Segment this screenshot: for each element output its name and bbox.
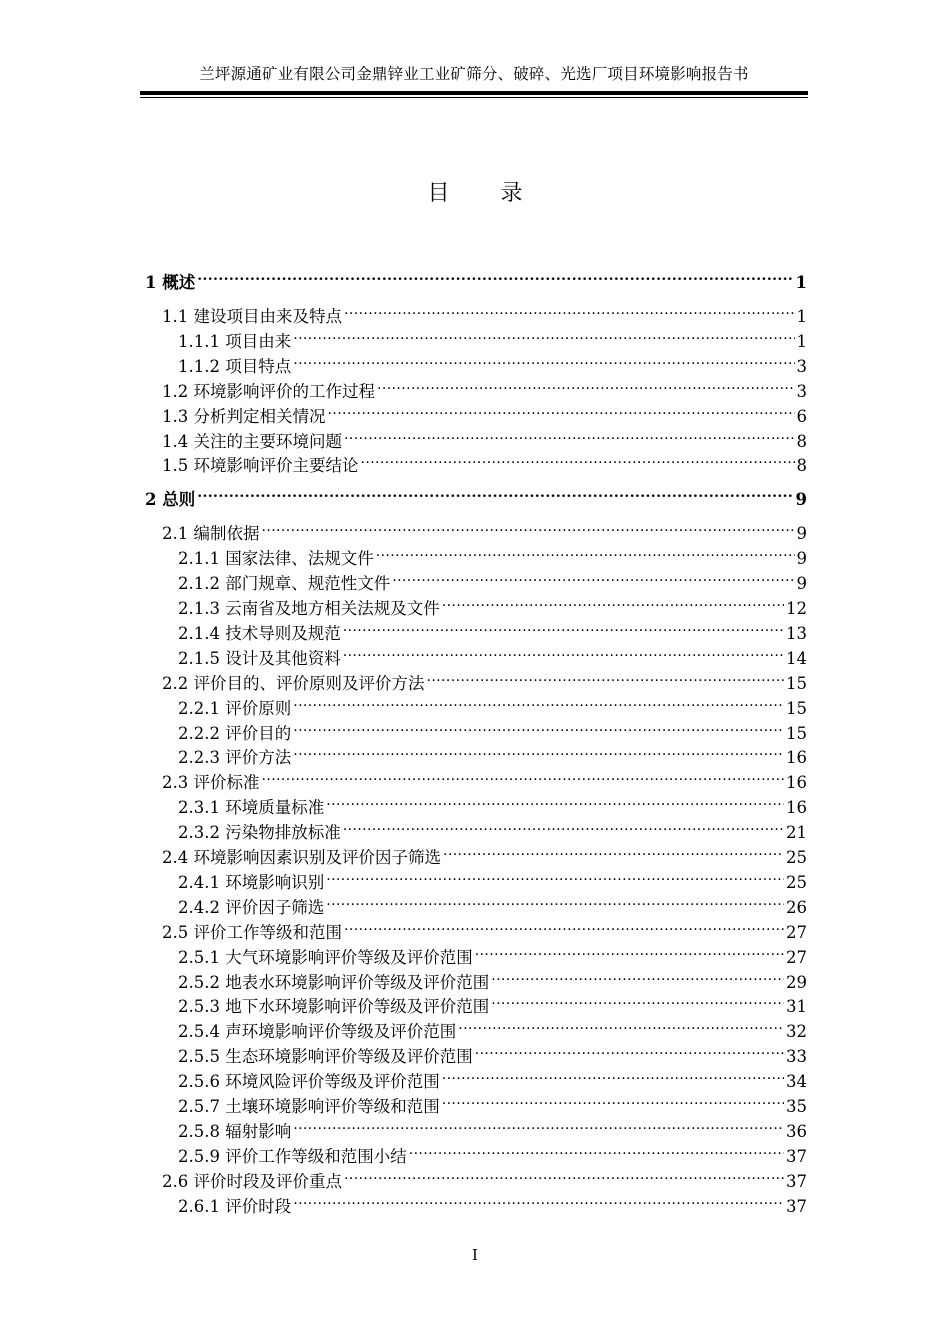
toc-dot-leader (328, 398, 795, 422)
toc-entry[interactable] (178, 323, 807, 351)
toc-entry-page: 27 (786, 922, 807, 942)
toc-entry-page: 16 (786, 798, 807, 818)
toc-entry-page: 32 (786, 1022, 807, 1042)
toc-entry-label: 2.6.1 评价时段 (178, 1196, 292, 1216)
toc-entry-page: 27 (786, 947, 807, 967)
toc-entry-label: 1.2 环境影响评价的工作过程 (162, 381, 375, 401)
toc-entry-page: 1 (796, 331, 807, 351)
toc-entry-page: 1 (796, 307, 807, 326)
toc-entry-page: 15 (786, 723, 807, 743)
toc-entry-page: 21 (786, 823, 807, 843)
toc-entry[interactable] (178, 988, 807, 1017)
toc-dot-leader (343, 640, 784, 664)
toc-entry-page: 8 (796, 456, 807, 476)
toc-entry-label: 2.2 评价目的、评价原则及评价方法 (162, 673, 425, 693)
toc-entry-label: 2.5.1 大气环境影响评价等级及评价范围 (178, 947, 473, 967)
toc-entry-label: 2.3.1 环境质量标准 (178, 798, 325, 818)
toc-dot-leader (293, 690, 784, 714)
toc-entry-label: 2.1.2 部门规章、规范性文件 (178, 574, 391, 594)
toc-entry-label: 2.4.1 环境影响识别 (178, 872, 325, 892)
toc-entry[interactable] (178, 715, 807, 743)
toc-entry-label: 2.5.7 土壤环境影响评价等级和范围 (178, 1097, 440, 1116)
toc-entry[interactable] (178, 1038, 807, 1067)
toc-entry[interactable] (178, 540, 807, 569)
toc-entry-label: 2.5.6 环境风险评价等级及评价范围 (178, 1072, 440, 1092)
toc-dot-leader (293, 323, 794, 347)
toc-entry[interactable] (178, 739, 807, 768)
toc-entry[interactable] (178, 889, 807, 917)
toc-entry-page: 36 (786, 1121, 807, 1141)
toc-entry-page: 1 (795, 273, 807, 292)
toc-entry-page: 9 (795, 490, 807, 510)
toc-entry[interactable] (178, 1013, 807, 1042)
toc-dot-leader (392, 565, 794, 589)
toc-entry[interactable] (178, 348, 807, 376)
toc-entry-label: 2.1 编制依据 (162, 524, 260, 544)
toc-entry-label: 2.4 环境影响因素识别及评价因子筛选 (162, 848, 441, 867)
toc-entry-label: 2.5.5 生态环境影响评价等级及评价范围 (178, 1047, 473, 1067)
toc-entry-label: 2.5.8 辐射影响 (178, 1121, 292, 1141)
toc-dot-leader (427, 665, 785, 689)
toc-dot-leader (442, 590, 784, 614)
toc-dot-leader (442, 1063, 784, 1087)
toc-entry[interactable] (178, 1113, 807, 1141)
toc-entry-page: 12 (786, 599, 807, 618)
toc-entry-page: 31 (786, 997, 807, 1017)
toc-entry-label: 2.2.2 评价目的 (178, 723, 292, 743)
toc-entry-page: 29 (786, 972, 807, 992)
toc-entry-page: 33 (786, 1047, 807, 1067)
toc-entry[interactable] (145, 264, 807, 292)
toc-entry-label: 2.1.4 技术导则及规范 (178, 623, 341, 643)
toc-dot-leader (262, 515, 795, 539)
toc-dot-leader (475, 939, 784, 963)
header-rule-thin (140, 97, 808, 98)
toc-dot-leader (344, 914, 784, 938)
toc-entry[interactable] (178, 964, 807, 992)
toc-entry-page: 6 (796, 406, 807, 426)
toc-entry[interactable] (145, 481, 807, 510)
toc-entry-label: 2.3.2 污染物排放标准 (178, 823, 341, 843)
toc-entry-label: 2 总则 (145, 490, 196, 510)
toc-entry[interactable] (162, 447, 807, 476)
toc-dot-leader (491, 964, 784, 988)
toc-entry[interactable] (178, 864, 807, 892)
toc-entry-label: 1.1.1 项目由来 (178, 331, 292, 351)
toc-dot-leader (491, 988, 784, 1012)
toc-entry-page: 16 (786, 748, 807, 768)
toc-dot-leader (344, 298, 795, 322)
toc-entry-label: 2.1.5 设计及其他资料 (178, 648, 341, 668)
toc-entry-page: 3 (796, 356, 807, 376)
toc-entry-page: 15 (786, 698, 807, 718)
toc-entry-page: 26 (786, 897, 807, 917)
toc-entry-page: 25 (786, 848, 807, 867)
toc-entry-page: 37 (786, 1146, 807, 1166)
toc-dot-leader (458, 1013, 784, 1037)
toc-entry-page: 8 (796, 431, 807, 451)
toc-entry[interactable] (178, 789, 807, 818)
toc-entry-label: 2.6 评价时段及评价重点 (162, 1171, 342, 1191)
toc-entry-label: 1.1 建设项目由来及特点 (162, 307, 342, 326)
toc-dot-leader (475, 1038, 784, 1062)
toc-dot-leader (293, 1188, 784, 1212)
page-number: I (472, 1246, 478, 1264)
toc-entry-label: 2.1.3 云南省及地方相关法规及文件 (178, 599, 440, 618)
toc-entry[interactable] (162, 373, 807, 401)
toc-entry-page: 14 (786, 648, 807, 668)
toc-title: 目 录 (427, 181, 545, 206)
toc-entry-page: 9 (796, 574, 807, 594)
toc-dot-leader (293, 1113, 784, 1137)
toc-entry[interactable] (162, 764, 807, 793)
toc-entry-label: 2.5.3 地下水环境影响评价等级及评价范围 (178, 997, 490, 1017)
toc-entry-page: 25 (786, 872, 807, 892)
toc-entry[interactable] (178, 590, 807, 618)
toc-entry[interactable] (178, 690, 807, 718)
toc-entry[interactable] (178, 1063, 807, 1092)
toc-entry[interactable] (162, 1163, 807, 1191)
toc-entry-page: 3 (796, 381, 807, 401)
toc-dot-leader (293, 348, 794, 372)
toc-dot-leader (293, 739, 784, 763)
toc-entry-label: 1.1.2 项目特点 (178, 356, 292, 376)
toc-entry-page: 15 (786, 673, 807, 693)
toc-entry[interactable] (178, 640, 807, 668)
toc-dot-leader (343, 814, 784, 838)
toc-dot-leader (409, 1138, 784, 1162)
toc-dot-leader (344, 1163, 784, 1187)
toc-entry[interactable] (162, 423, 807, 451)
toc-entry[interactable] (178, 1138, 807, 1166)
toc-dot-leader (326, 864, 784, 888)
toc-entry-page: 34 (786, 1072, 807, 1092)
toc-entry-page: 13 (786, 623, 807, 643)
toc-entry-page: 9 (796, 524, 807, 544)
toc-dot-leader (343, 615, 784, 639)
toc-entry[interactable] (162, 398, 807, 426)
toc-entry-label: 1 概述 (145, 273, 196, 292)
toc-entry-page: 37 (786, 1196, 807, 1216)
toc-entry-label: 2.2.3 评价方法 (178, 748, 292, 768)
toc-entry[interactable] (178, 1088, 807, 1116)
toc-dot-leader (197, 264, 793, 288)
toc-entry-label: 2.5.2 地表水环境影响评价等级及评价范围 (178, 972, 490, 992)
toc-entry[interactable] (178, 1188, 807, 1216)
toc-entry-label: 2.2.1 评价原则 (178, 698, 292, 718)
toc-entry-label: 1.4 关注的主要环境问题 (162, 431, 342, 451)
toc-entry-label: 2.4.2 评价因子筛选 (178, 897, 325, 917)
page-header: 兰坪源通矿业有限公司金鼎锌业工业矿筛分、破碎、光选厂项目环境影响报告书 (199, 65, 749, 83)
toc-entry[interactable] (178, 615, 807, 643)
toc-dot-leader (442, 1088, 784, 1112)
toc-entry-page: 37 (786, 1171, 807, 1191)
toc-entry-page: 16 (786, 773, 807, 793)
header-rule-thick (140, 91, 808, 95)
toc-dot-leader (344, 423, 795, 447)
toc-entry-label: 2.1.1 国家法律、法规文件 (178, 549, 374, 569)
toc-entry-label: 2.5 评价工作等级和范围 (162, 922, 342, 942)
toc-entry[interactable] (162, 515, 807, 544)
toc-entry[interactable] (178, 939, 807, 967)
toc-entry-label: 2.5.9 评价工作等级和范围小结 (178, 1146, 407, 1166)
toc-entry[interactable] (162, 839, 807, 867)
toc-entry-page: 9 (796, 549, 807, 569)
toc-entry[interactable] (178, 814, 807, 843)
toc-entry-label: 1.3 分析判定相关情况 (162, 406, 326, 426)
toc-entry-label: 2.5.4 声环境影响评价等级及评价范围 (178, 1022, 457, 1042)
toc-entry[interactable] (162, 298, 807, 326)
toc-dot-leader (443, 839, 784, 863)
toc-dot-leader (197, 481, 793, 505)
toc-entry-label: 2.3 评价标准 (162, 773, 260, 793)
toc-dot-leader (377, 373, 795, 397)
toc-entry-page: 35 (786, 1097, 807, 1116)
toc-entry[interactable] (178, 565, 807, 594)
toc-dot-leader (262, 764, 785, 788)
toc-dot-leader (376, 540, 795, 564)
toc-dot-leader (361, 447, 795, 471)
toc-dot-leader (293, 715, 784, 739)
toc-dot-leader (326, 789, 784, 813)
toc-entry[interactable] (162, 665, 807, 693)
toc-entry[interactable] (162, 914, 807, 942)
toc-entry-label: 1.5 环境影响评价主要结论 (162, 456, 359, 476)
toc-dot-leader (326, 889, 784, 913)
